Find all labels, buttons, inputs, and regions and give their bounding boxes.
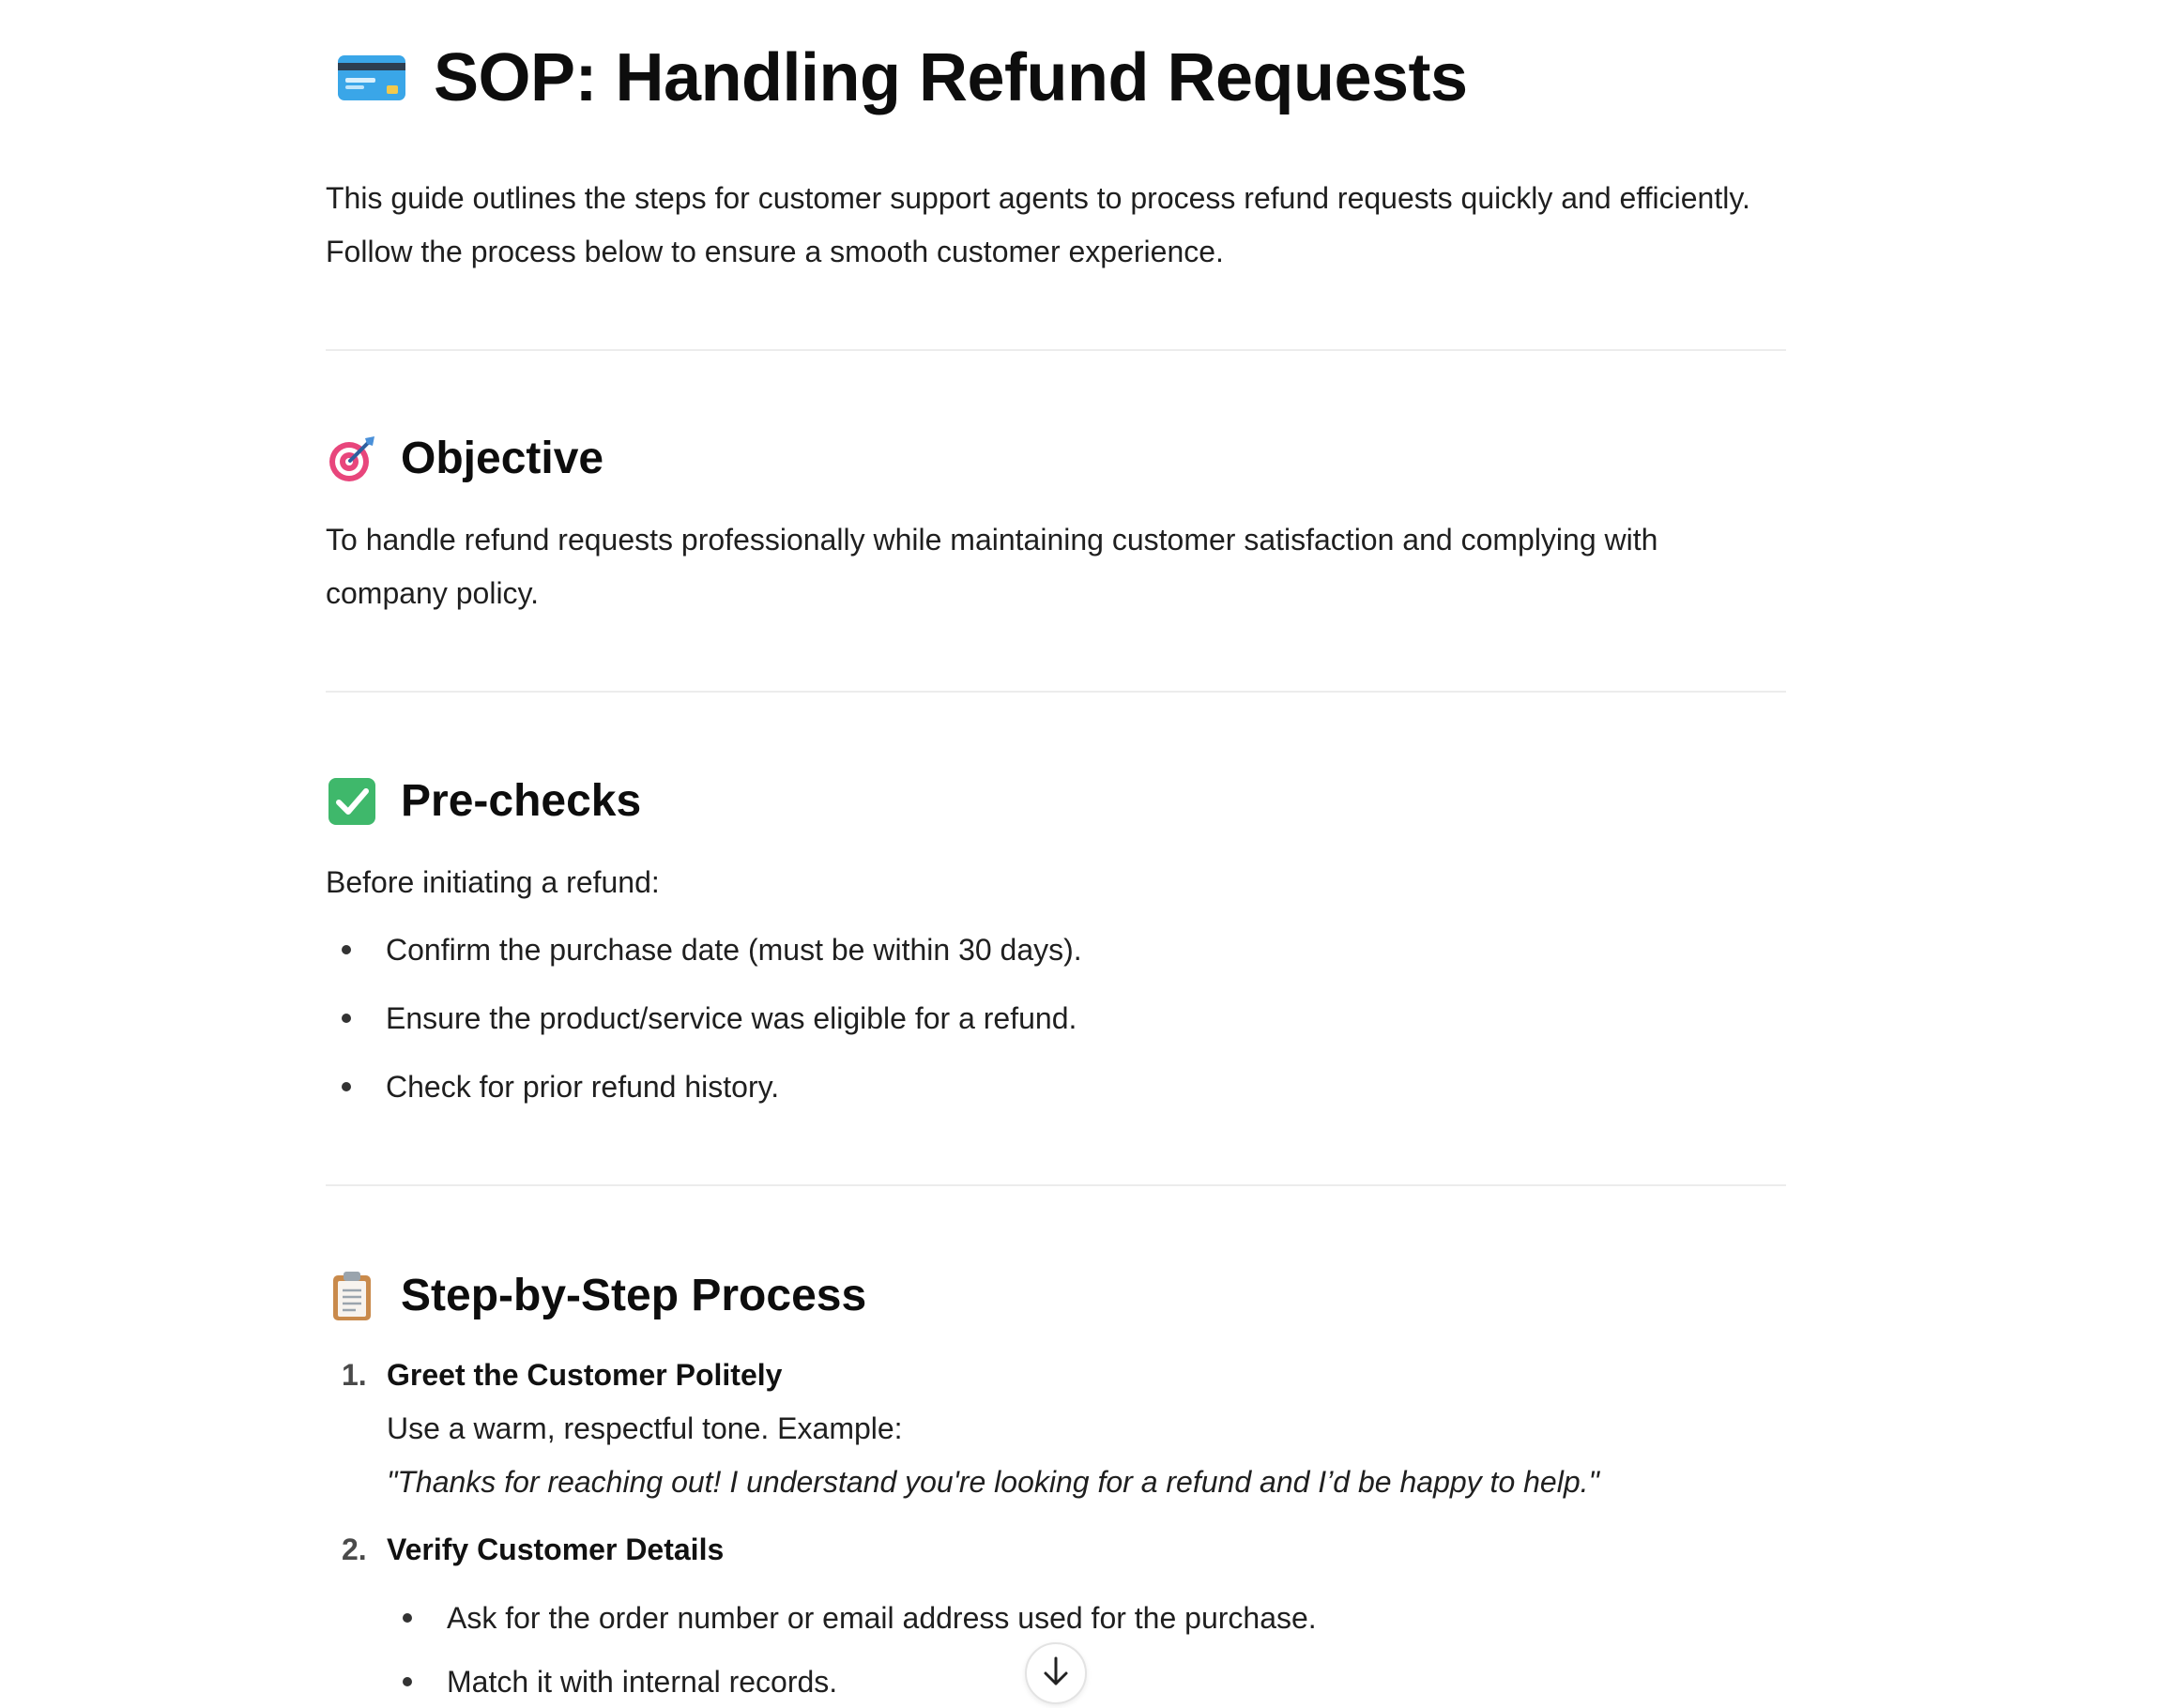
process-heading-row bbox=[326, 1263, 866, 1329]
step-title: Verify Customer Details bbox=[387, 1533, 725, 1566]
list-item-text: Ask for the order number or email address used for the purchase. bbox=[447, 1601, 1317, 1635]
list-item bbox=[326, 926, 1082, 973]
section-divider bbox=[326, 1184, 1786, 1186]
step-text: Use a warm, respectful tone. Example: bbox=[387, 1411, 903, 1445]
step-number: 2. bbox=[342, 1533, 367, 1566]
target-icon bbox=[326, 433, 378, 485]
credit-card-icon bbox=[336, 50, 407, 106]
list-item-text: Ensure the product/service was eligible for a refund. bbox=[386, 1001, 1077, 1035]
section-divider bbox=[326, 349, 1786, 351]
process-heading: Step-by-Step Process bbox=[401, 1271, 867, 1320]
list-item-text: Confirm the purchase date (must be within 30 days). bbox=[386, 933, 1082, 967]
bullet-icon bbox=[342, 1082, 351, 1091]
objective-text-line1: To handle refund requests professionally while maintaining customer satisfaction and complying with bbox=[326, 523, 1658, 557]
list-item-text: Match it with internal records. bbox=[447, 1665, 838, 1699]
arrow-down-icon bbox=[1042, 1655, 1070, 1692]
list-item-text: Check for prior refund history. bbox=[386, 1070, 780, 1104]
list-item bbox=[326, 995, 1077, 1042]
objective-heading-row bbox=[326, 426, 603, 492]
bullet-icon bbox=[403, 1677, 412, 1686]
step-number: 1. bbox=[342, 1358, 367, 1392]
prechecks-lead: Before initiating a refund: bbox=[326, 865, 660, 899]
intro-paragraph-line1: This guide outlines the steps for customer support agents to process refund requests quickly and efficiently. bbox=[326, 181, 1750, 215]
objective-heading: Objective bbox=[401, 434, 604, 483]
objective-text-line2: company policy. bbox=[326, 576, 540, 610]
intro-paragraph-line2: Follow the process below to ensure a smooth customer experience. bbox=[326, 235, 1224, 268]
step-quote: "Thanks for reaching out! I understand you're looking for a refund and I’d be happy to help." bbox=[387, 1465, 1599, 1499]
title-row bbox=[336, 36, 1468, 120]
prechecks-heading: Pre-checks bbox=[401, 776, 642, 826]
page-title: SOP: Handling Refund Requests bbox=[434, 40, 1468, 115]
list-item bbox=[326, 1594, 1317, 1641]
clipboard-icon bbox=[326, 1270, 378, 1322]
check-mark-icon bbox=[326, 775, 378, 828]
prechecks-heading-row bbox=[326, 769, 641, 834]
section-divider bbox=[326, 691, 1786, 693]
list-item bbox=[326, 1658, 837, 1705]
bullet-icon bbox=[342, 1014, 351, 1023]
list-item bbox=[326, 1063, 779, 1110]
bullet-icon bbox=[342, 945, 351, 954]
step-title: Greet the Customer Politely bbox=[387, 1358, 783, 1392]
scroll-down-button[interactable] bbox=[1025, 1642, 1087, 1704]
bullet-icon bbox=[403, 1613, 412, 1623]
